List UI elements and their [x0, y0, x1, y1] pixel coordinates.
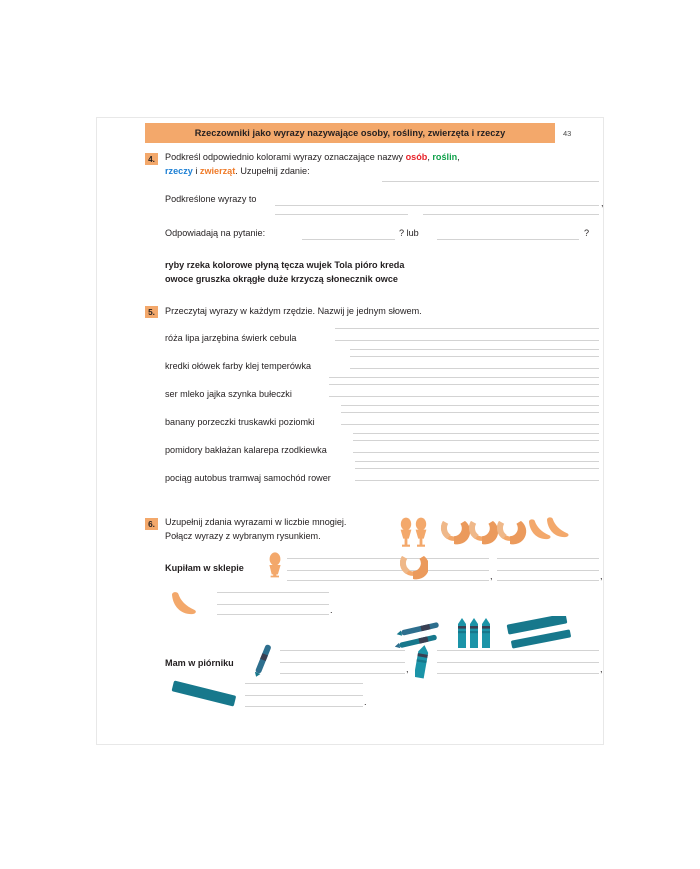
answer-line[interactable]	[287, 570, 489, 571]
answer-line[interactable]	[437, 662, 599, 663]
answer-line[interactable]	[287, 580, 489, 581]
comma-mark: ,	[600, 571, 603, 581]
answer-line[interactable]	[353, 440, 599, 441]
answer-line[interactable]	[329, 377, 599, 378]
word-roslin: roślin	[432, 152, 458, 162]
comma-mark: ,	[601, 198, 604, 208]
instr-text-post: . Uzupełnij zdanie:	[235, 165, 310, 176]
answer-line[interactable]	[497, 580, 599, 581]
exercise-5-number: 5.	[145, 306, 158, 318]
answer-line[interactable]	[437, 239, 579, 240]
question-separator: ? lub	[399, 228, 419, 238]
crayon-icon[interactable]	[415, 645, 429, 679]
answer-line[interactable]	[437, 673, 599, 674]
answer-line[interactable]	[382, 181, 599, 182]
answer-line[interactable]	[350, 349, 599, 350]
exercise-6-instruction	[165, 516, 346, 543]
word-osob: osób	[405, 152, 428, 162]
exercise-5-row-words: banany porzeczki truskawki poziomki	[165, 417, 315, 427]
croissant-trio-icon	[441, 521, 526, 544]
comma-mark: ,	[406, 664, 409, 674]
answer-line[interactable]	[245, 695, 363, 696]
answer-line[interactable]	[280, 662, 405, 663]
answer-line[interactable]	[341, 424, 599, 425]
answer-line[interactable]	[350, 368, 599, 369]
answer-line[interactable]	[341, 405, 599, 406]
sep-3: i	[192, 165, 200, 176]
egg-in-cup-icon[interactable]	[267, 552, 283, 578]
answer-line[interactable]	[329, 396, 599, 397]
ruler-pair-icon	[507, 616, 572, 649]
answer-line[interactable]	[497, 570, 599, 571]
page-header	[145, 123, 600, 143]
header-band	[145, 123, 555, 143]
exercise-5-row-words: róża lipa jarzębina świerk cebula	[165, 333, 297, 343]
answer-line[interactable]	[329, 384, 599, 385]
page-number: 43	[563, 128, 572, 138]
label-underlined-words: Podkreślone wyrazy to	[165, 194, 257, 204]
crayon-trio-icon	[458, 618, 490, 648]
answer-line[interactable]	[245, 706, 363, 707]
exercise-5-row-words: ser mleko jajka szynka bułeczki	[165, 389, 292, 399]
answer-line[interactable]	[355, 480, 599, 481]
answer-line[interactable]	[287, 558, 489, 559]
banana-icon[interactable]	[169, 591, 213, 615]
answer-line[interactable]	[341, 412, 599, 413]
comma-mark: ,	[600, 664, 603, 674]
sep-1: ,	[427, 152, 433, 162]
answer-line[interactable]	[217, 592, 329, 593]
answer-line[interactable]	[353, 433, 599, 434]
answer-line[interactable]	[302, 239, 395, 240]
page-title: Rzeczowniki jako wyrazy nazywające osoby, rośliny, zwierzęta i rzeczy	[194, 128, 506, 138]
worksheet-page	[96, 117, 604, 745]
word-bank-line-1: ryby rzeka kolorowe płyną tęcza wujek Tola pióro kreda	[165, 260, 405, 270]
food-picture-bank	[397, 516, 577, 548]
exercise-4-number: 4.	[145, 153, 158, 165]
answer-line[interactable]	[280, 650, 405, 651]
ruler-icon[interactable]	[169, 680, 241, 712]
egg-in-cup-pair-icon	[401, 518, 427, 547]
answer-line[interactable]	[335, 340, 599, 341]
exercise-5-instruction: Przeczytaj wyrazy w każdym rzędzie. Nazwij je jednym słowem.	[165, 306, 422, 316]
answer-line[interactable]	[280, 673, 405, 674]
answer-line[interactable]	[245, 683, 363, 684]
exercise-4-instruction	[165, 151, 460, 178]
answer-line[interactable]	[497, 558, 599, 559]
period-mark: .	[330, 605, 333, 615]
answer-line[interactable]	[275, 214, 408, 215]
sep-2: ,	[457, 152, 460, 162]
period-mark: .	[364, 697, 367, 707]
sentence-2-label: Mam w piórniku	[165, 658, 234, 668]
croissant-icon[interactable]	[400, 554, 428, 582]
answer-line[interactable]	[437, 650, 599, 651]
word-bank-line-2: owoce gruszka okrągłe duże krzyczą słonecznik owce	[165, 274, 398, 284]
comma-mark: ,	[490, 571, 493, 581]
banana-pair-icon	[529, 517, 569, 539]
answer-line[interactable]	[355, 461, 599, 462]
answer-line[interactable]	[275, 205, 599, 206]
exercise-6-number: 6.	[145, 518, 158, 530]
word-zwierzat: zwierząt	[199, 165, 236, 176]
answer-line[interactable]	[423, 214, 599, 215]
instr-text-pre: Podkreśl odpowiednio kolorami wyrazy oznaczające nazwy	[165, 152, 406, 162]
answer-line[interactable]	[217, 604, 329, 605]
answer-line[interactable]	[217, 614, 329, 615]
exercise-5-row-words: kredki ołówek farby klej temperówka	[165, 361, 312, 371]
exercise-6-instruction-line-1: Uzupełnij zdania wyrazami w liczbie mnogiej.	[165, 517, 347, 527]
pen-icon[interactable]	[252, 643, 274, 679]
answer-line[interactable]	[350, 356, 599, 357]
answer-line[interactable]	[353, 452, 599, 453]
answer-line[interactable]	[335, 328, 599, 329]
question-mark-2: ?	[584, 228, 590, 238]
sentence-1-label: Kupiłam w sklepie	[165, 563, 244, 573]
exercise-5-row-words: pociąg autobus tramwaj samochód rower	[165, 473, 331, 483]
exercise-5-row-words: pomidory bakłażan kalarepa rzodkiewka	[165, 445, 327, 455]
exercise-6-instruction-line-2: Połącz wyrazy z wybranym rysunkiem.	[165, 530, 321, 541]
word-rzeczy: rzeczy	[165, 165, 193, 176]
answer-line[interactable]	[355, 468, 599, 469]
label-question: Odpowiadają na pytanie:	[165, 228, 266, 238]
